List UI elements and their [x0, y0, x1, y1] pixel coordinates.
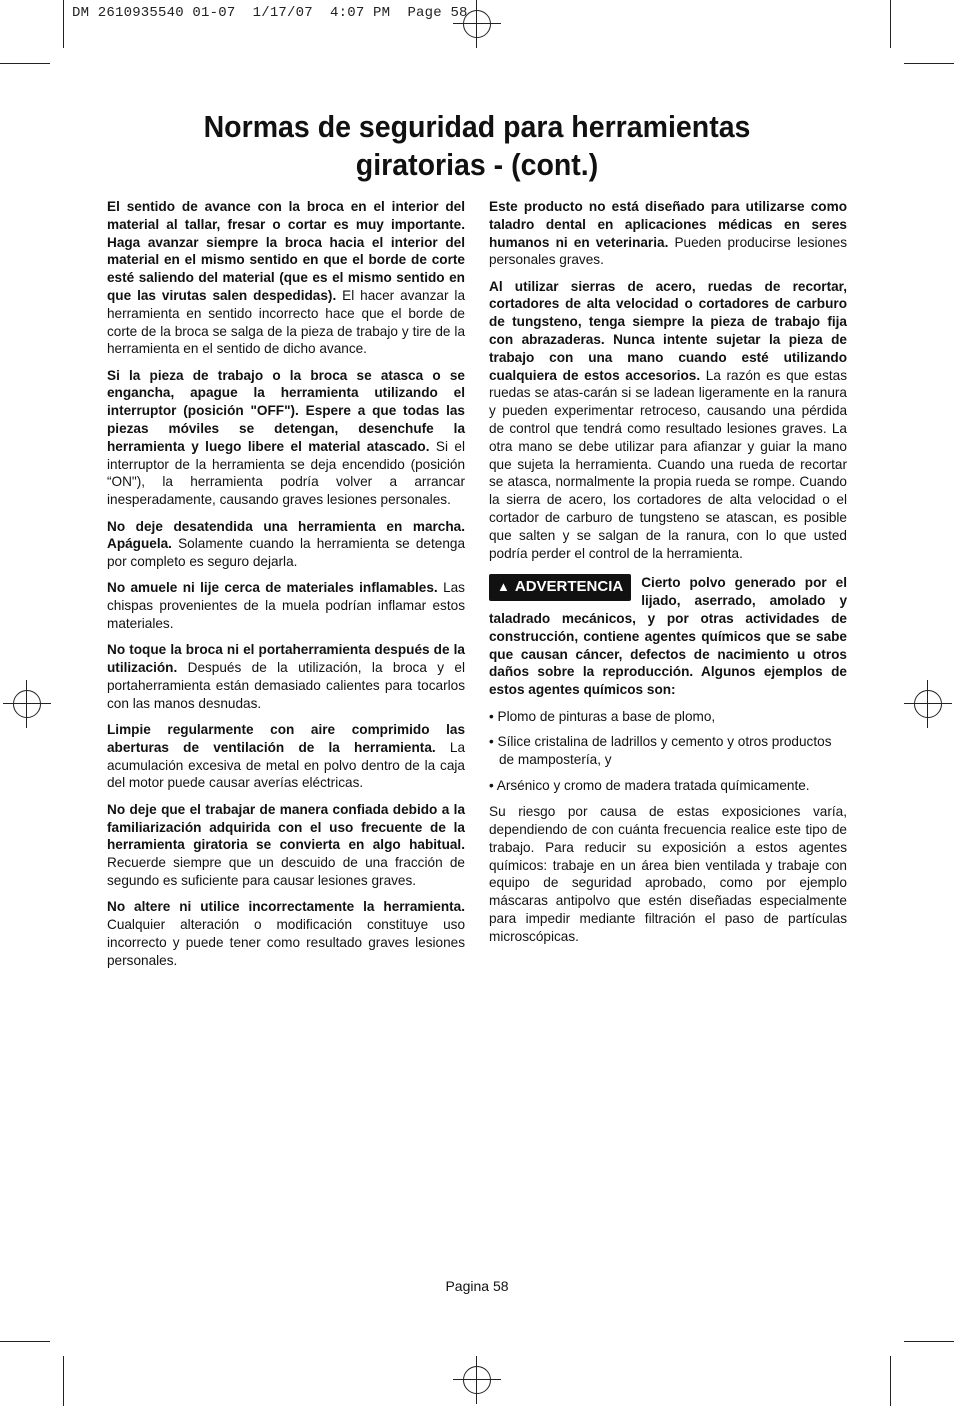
paragraph: Este producto no está diseñado para utilizarse como taladro dental en aplicaciones médicas en seres humanos ni en veterinaria. Pueden producirse lesiones personales graves.: [489, 199, 847, 268]
registration-mark-bottom: [453, 1356, 501, 1404]
crop-mark: [0, 1341, 50, 1342]
crop-mark: [890, 0, 891, 48]
title-line-1: Normas de seguridad para herramientas: [203, 109, 751, 144]
crop-mark: [0, 63, 50, 64]
registration-mark-right: [904, 680, 952, 728]
list-item: • Arsénico y cromo de madera tratada químicamente.: [489, 777, 810, 793]
paragraph: No altere ni utilice incorrectamente la herramienta. Cualquier alteración o modificación constituye uso incorrecto y puede tener como resultado graves lesiones personales.: [107, 899, 465, 968]
paragraph: No deje desatendida una herramienta en marcha. Apáguela. Solamente cuando la herramienta se detenga por completo es seguro dejarla.: [107, 518, 465, 570]
paragraph: Su riesgo por causa de estas exposiciones varía, dependiendo de con cuánta frecuencia realice este tipo de trabajo. Para reducir su exposición a estos agentes químicos: trabaje en un área bien ventilada y trabaje con equipo de seguridad aprobado, como por ejemplo máscaras antipolvo que estén diseñadas especialmente para impedir mediante filtración el paso de partículas microscópicas.: [489, 804, 847, 944]
warning-paragraph: ▲ ADVERTENCIA Cierto polvo generado por el lijado, aserrado, amolado y taladrado mecánicos, y por otras actividades de construcción, contiene agentes químicos que se sabe que causan cáncer, defectos de nacimiento u otros daños sobre la reproducción. Algunos ejemplos de estos agentes químicos son:: [489, 575, 847, 698]
title-line-2: giratorias - (cont.): [355, 147, 599, 182]
paragraph: No deje que el trabajar de manera confiada debido a la familiarización adquirida con el uso frecuente de la herramienta giratoria se convierta en algo habitual. Recuerde siempre que un descuido de una fracción de segundo es suficiente para causar lesiones graves.: [107, 801, 465, 888]
page-number: Pagina 58: [445, 1278, 509, 1294]
page-title: [38, 108, 916, 184]
warning-badge: ▲ ADVERTENCIA: [489, 574, 631, 601]
registration-mark-top: [453, 0, 501, 48]
paragraph: Limpie regularmente con aire comprimido las aberturas de ventilación de la herramienta. La acumulación excesiva de metal en polvo dentro de la caja del motor puede causar averías eléctricas.: [107, 722, 465, 791]
crop-mark: [904, 1341, 954, 1342]
registration-mark-left: [3, 680, 51, 728]
left-column: [107, 198, 465, 978]
crop-mark: [63, 1356, 64, 1406]
paragraph: Al utilizar sierras de acero, ruedas de recortar, cortadores de alta velocidad o cortadores de carburo de tungsteno, tenga siempre la pieza de trabajo fija con abrazaderas. Nunca intente sujetar la pieza de trabajo con una mano cuando esté utilizando cualquiera de estos accesorios. La razón es que estas ruedas se atas-carán si se ladean ligeramente en la ranura y pueden experimentar retroceso, causando una pérdida de control que tendrá como resultado lesiones graves. La otra mano se debe utilizar para afianzar y guiar la mano que sujeta la herramienta. Cuando una rueda de recortar se atasca, normalmente la propia rueda se rompe. Cuando la sierra de acero, los cortadores de alta velocidad o el cortador de carburo de tungsteno se atascan, es posible que salten y se salgan de la ranura, con lo que usted podría perder el control de la herramienta.: [489, 278, 847, 561]
paragraph: No amuele ni lije cerca de materiales inflamables. Las chispas provenientes de la muela podrían inflamar estos materiales.: [107, 580, 465, 632]
paragraph: Si la pieza de trabajo o la broca se atasca o se engancha, apague la herramienta utilizando el interruptor (posición "OFF"). Espere a que todas las piezas móviles se detengan, desenchufe la herramienta y luego libere el material atascado. Si el interruptor de la herramienta se deja encendido (posición “ON"), la herramienta podría volver a arrancar inesperadamente, causando graves lesiones personales.: [107, 367, 465, 508]
crop-mark: [890, 1356, 891, 1406]
list-item: • Sílice cristalina de ladrillos y cemento y otros productos de mampostería, y: [489, 734, 832, 768]
paragraph: No toque la broca ni el portaherramienta después de la utilización. Después de la utilización, la broca y el portaherramienta están demasiado calientes para tocarlos con las manos desnudas.: [107, 642, 465, 711]
warning-triangle-icon: ▲: [497, 579, 510, 595]
list-item: • Plomo de pinturas a base de plomo,: [489, 708, 716, 724]
crop-mark: [63, 0, 64, 48]
printer-slug: DM 2610935540 01-07 1/17/07 4:07 PM Page 58: [72, 5, 468, 21]
bullet-list: [489, 708, 847, 795]
paragraph: El sentido de avance con la broca en el interior del material al tallar, fresar o cortar es muy importante. Haga avanzar siempre la broca hacia el interior del material en el mismo sentido en que el borde de corte esté saliendo del material (que es el mismo sentido en que las virutas salen despedidas). El hacer avanzar la herramienta en sentido incorrecto hace que el borde de corte de la broca se salga de la pieza de trabajo y tire de la herramienta en el sentido de dicho avance.: [107, 199, 465, 357]
crop-mark: [904, 63, 954, 64]
right-column: [489, 198, 847, 954]
